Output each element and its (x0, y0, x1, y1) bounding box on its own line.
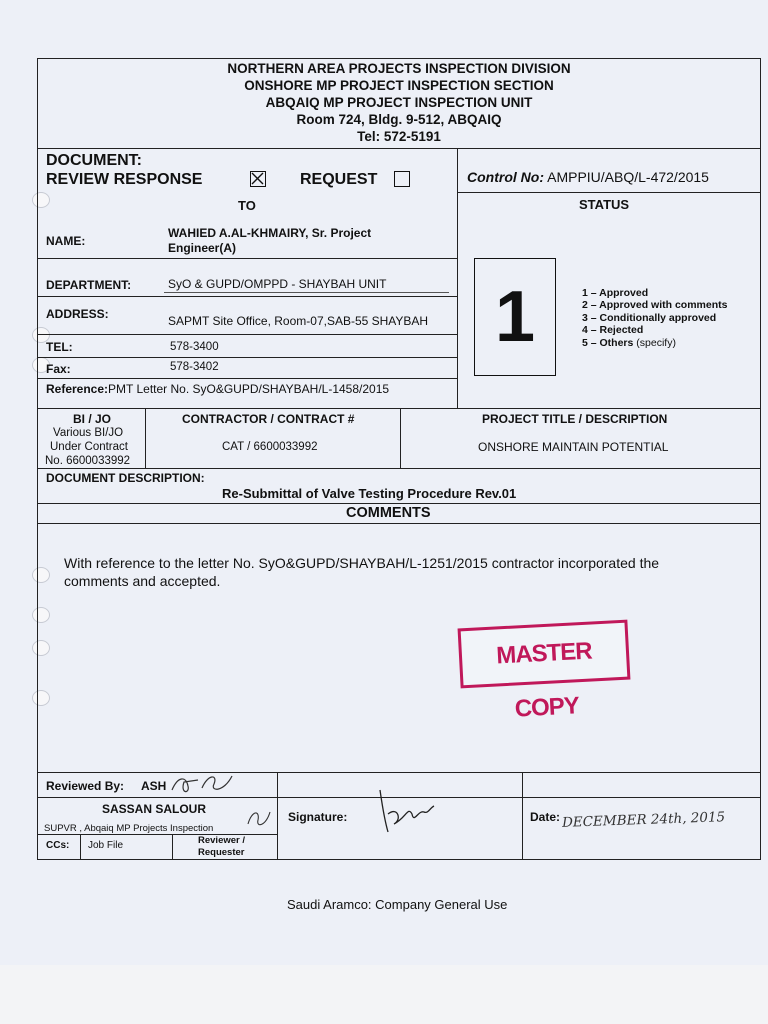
document-label: DOCUMENT: (46, 152, 142, 169)
request-label: REQUEST (300, 171, 378, 188)
contractor-heading: CONTRACTOR / CONTRACT # (182, 412, 355, 426)
project-heading: PROJECT TITLE / DESCRIPTION (482, 412, 668, 426)
unchecked-box-icon (394, 171, 410, 187)
reviewed-by-value: ASH (141, 779, 167, 793)
date-label: Date: (530, 810, 561, 824)
page-footer: Saudi Aramco: Company General Use (287, 897, 508, 912)
header-line-1: NORTHERN AREA PROJECTS INSPECTION DIVISION (227, 61, 571, 76)
status-value-box (474, 258, 556, 376)
date-value: DECEMBER 24th, 2015 (561, 809, 726, 831)
header-line-2: ONSHORE MP PROJECT INSPECTION SECTION (244, 78, 554, 93)
header-line-4: Room 724, Bldg. 9-512, ABQAIQ (296, 112, 502, 127)
signature (372, 784, 442, 840)
name-value-line-2: Engineer(A) (168, 241, 237, 255)
contractor-value: CAT / 6600033992 (222, 441, 318, 453)
fax-value: 578-3402 (170, 361, 219, 373)
signature-label: Signature: (288, 810, 348, 824)
request-checkbox[interactable] (394, 171, 410, 190)
department-label: DEPARTMENT: (46, 278, 132, 292)
ccs-label: CCs: (46, 840, 70, 851)
address-label: ADDRESS: (46, 307, 109, 321)
control-number: Control No: AMPPIU/ABQ/L-472/2015 (467, 169, 709, 185)
checked-box-icon (250, 171, 266, 187)
review-response-label: REVIEW RESPONSE (46, 171, 203, 188)
reference: Reference:PMT Letter No. SyO&GUPD/SHAYBAH/L-1458/2015 (46, 382, 390, 396)
to-heading: TO (238, 198, 256, 213)
bijo-heading: BI / JO (73, 412, 112, 426)
bijo-line-1: Various BI/JO (53, 427, 124, 439)
name-value-line-1: WAHIED A.AL-KHMAIRY, Sr. Project (168, 226, 372, 240)
status-option-1: 1 – Approved (582, 287, 649, 299)
reviewer-requester-label-1: Reviewer / (198, 835, 245, 846)
address-value: SAPMT Site Office, Room-07,SAB-55 SHAYBAH (168, 314, 429, 328)
status-heading: STATUS (579, 197, 630, 212)
description-value: Re-Submittal of Valve Testing Procedure Rev.01 (222, 486, 517, 501)
bijo-line-2: Under Contract (50, 441, 128, 453)
reviewer-requester-label-2: Requester (198, 847, 245, 858)
tel-label: TEL: (46, 340, 73, 354)
status-option-5: 5 – Others (specify) (582, 337, 676, 349)
ccs-value: Job File (88, 840, 124, 851)
master-copy-stamp (458, 620, 631, 723)
comments-line-1: With reference to the letter No. SyO&GUPD/SHAYBAH/L-1251/2015 contractor incorporated the (64, 555, 660, 571)
status-value: 1 (494, 277, 536, 357)
project-value: ONSHORE MAINTAIN POTENTIAL (478, 440, 669, 454)
status-option-3: 3 – Conditionally approved (582, 312, 717, 324)
reviewer-name: SASSAN SALOUR (102, 802, 207, 816)
header-line-3: ABQAIQ MP PROJECT INSPECTION UNIT (265, 95, 533, 110)
reviewed-by-label: Reviewed By: (46, 779, 125, 793)
master-copy-stamp-text: MASTER COPY (495, 637, 593, 723)
fax-label: Fax: (46, 362, 71, 376)
comments-line-2: comments and accepted. (64, 573, 221, 589)
review-response-checkbox[interactable] (250, 171, 266, 190)
header-line-5: Tel: 572-5191 (357, 129, 441, 144)
bijo-line-3: No. 6600033992 (45, 455, 131, 467)
status-option-4: 4 – Rejected (582, 324, 644, 336)
status-option-2: 2 – Approved with comments (582, 299, 728, 311)
comments-heading: COMMENTS (346, 505, 431, 521)
reviewer-title: SUPVR , Abqaiq MP Projects Inspection (44, 823, 214, 834)
initials-mark (244, 806, 274, 830)
initials-scribble (168, 770, 240, 796)
department-value: SyO & GUPD/OMPPD - SHAYBAH UNIT (168, 277, 387, 291)
tel-value: 578-3400 (170, 341, 219, 353)
name-label: NAME: (46, 234, 86, 248)
description-label: DOCUMENT DESCRIPTION: (46, 471, 205, 485)
